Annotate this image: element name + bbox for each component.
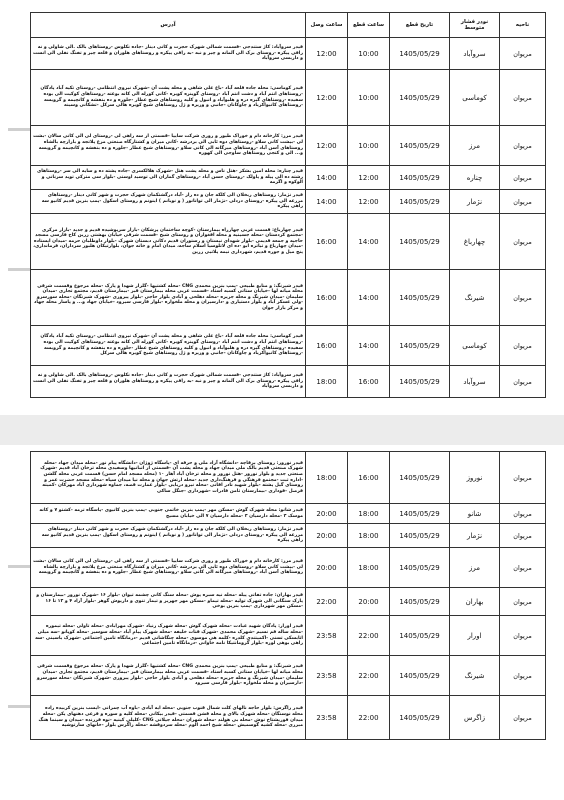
cut-time-cell: 10:00 [348,70,390,126]
area-cell: مریوان [500,38,546,70]
cut-time-cell: 22:00 [348,696,390,740]
header-address: آدرس [31,13,306,38]
feeder-cell: چهارباغ [450,214,500,270]
address-cell: فیدر شیرنگ: و منابع طبیعی -پمپ بنزین محمدی CNG -محله کشتیها -گلزار شهدا و پارک -محله مرجوع وقسمت شرقی محله میانه لها -خیابان ستاتی کسبه استاد -قسمت غربی محله بیمارستان قبر -بیمارستان قدیم، مجتمع تجاری -میدان سلیمان -میدان شیرنگ و محله جزیره -محله دهلحی و آبادی بلوار حاجی -بلوار پیروزی -شهرک شیرنگان -محله سورسرو -ولی عسکر آباد و بلوار دستیاری و -دارسیران و محله ملخواره -بلوار فارسی سیرود -خیابان جهاد و... و پاسار محله جهاد و مرکز بازار جوان [31,270,306,326]
feeder-cell: اورار [450,616,500,656]
header-cut-time: ساعت قطع [348,13,390,38]
table-row [31,38,546,70]
feeder-cell: مرز [450,126,500,166]
address-cell: فیدر چناره: محله امین بشکر -هتل ناس و محله پشت هتل -شهرک هلالکسری -جاده پشته ده و سایه الی سر -روستاهای رشته ده الی پیله و پاولک -روستای حسن آباد -روستاهای گماران الی توسید اوستی -بلوار سی مترکی توید سرنانی و الوکوه و اگرمه [31,166,306,190]
date-cell: 1405/05/29 [390,656,450,696]
connect-time-cell: 16:00 [306,326,348,366]
feeder-cell: بهاران [450,588,500,616]
feeder-cell: نژمار [450,190,500,214]
table-row [31,326,546,366]
cut-time-cell: 14:00 [348,270,390,326]
feeder-cell: چناره [450,166,500,190]
feeder-cell: زاگرس [450,696,500,740]
scan-mark [8,128,30,131]
area-cell: مریوان [500,452,546,504]
connect-time-cell: 12:00 [306,126,348,166]
table-row [31,366,546,398]
cut-time-cell: 14:00 [348,214,390,270]
date-cell: 1405/05/29 [390,326,450,366]
connect-time-cell: 14:00 [306,190,348,214]
connect-time-cell: 23:58 [306,696,348,740]
header-connect-time: ساعت وصل [306,13,348,38]
area-cell: مریوان [500,696,546,740]
header-feeder: نودر فشار متوسط [450,13,500,38]
table-row [31,656,546,696]
connect-time-cell: 23:58 [306,656,348,696]
cut-time-cell: 12:00 [348,166,390,190]
scan-mark [8,268,30,271]
address-cell: فیدر مرز: کارخانه دام و خوراک طیور و روری شرکت سایپا -قسمتی از سه راهی لی -روستای لی الی کانی سالان -بشت لی -بیشت کانی سلاو -روستاهای دوه ئابی الی بردرشه -کانی میران و کشتارگاه صنعتی مرغ پلاتجه و بازارچه بالشاه روستاهای آسن آباد -روستاهای میرگانه الی کانی سلاو -روستاهای شیخ عطار -جلوره و ده بنفشه و کانچیمه و گرویسه [31,548,306,588]
header-area: ناحیه [500,13,546,38]
date-cell: 1405/05/29 [390,696,450,740]
table-row [31,524,546,548]
table-row [31,270,546,326]
area-cell: مریوان [500,166,546,190]
address-cell: فیدر نژمار: روستاهای ربخلان الی کلکه جان و ده راز -آباد درگشتکمان شهرک حجرت و شهر کانی دیناز -روستاهای مزرعه الی پیکره -روستای دزدلی -نژمار الی توانانور ( و نوبانم ) اینونم و روستای اسکول -پمپ بنزین قدیم کانیو سه راهی پیکره [31,190,306,214]
table-row [31,70,546,126]
area-cell: مریوان [500,548,546,588]
address-cell: فیدر زاگرس: بلوار حاجه نالهای کلت شمال قنوب جنوبی -محله ایه آبادی -باوه آب چمرانی -ایسب بنزین کربیده راده محله نوسنگان -محله شهرک بالای و محله قشن قسمتی -فیدر بیکانی -محله کلیه و سوره و فرعی دهنهای پکن -محله میدان فوریشتاخ نوش -محله بی هولند -محله شهران -محله جیلانی CNG -کلیلی کینیه -نوه فرزنده -میدان و سینما هنگ میرزی -محله کشیه گوسمیش -محله شیخ احمد الوم -محله سردوقشه -محله زاگرس بلوار -خانهای سارتوشیه [31,696,306,740]
area-cell: مریوان [500,270,546,326]
area-cell: مریوان [500,616,546,656]
feeder-cell: نژمار [450,524,500,548]
date-cell: 1405/05/29 [390,166,450,190]
cut-time-cell: 18:00 [348,504,390,524]
date-cell: 1405/05/29 [390,190,450,214]
area-cell: مریوان [500,656,546,696]
address-cell: فیدر مرز: کارخانه دام و خوراک طیور و روری شرکت سایپا -قسمتی از سه راهی لی -روستای لی الی کانی سالان -بشت لی -بیشت کانی سلاو -روستاهای دوه ئابی الی بردرشه -کانی میران و کشتارگاه صنعتی مرغ پلاتجه و بازارچه بالشاه روستاهای آسن آباد -روستاهای میرگانه الی کانی سلاو -روستاهای شیخ عطار -جلوره و ده بنفشه و کانچیمه و گرویسه و... الی و کنجی روستاهای ساوجی الی کهوزه [31,126,306,166]
area-cell: مریوان [500,326,546,366]
area-cell: مریوان [500,524,546,548]
connect-time-cell: 22:00 [306,588,348,616]
feeder-cell: کوماسی [450,326,500,366]
table-header-row [31,13,546,38]
connect-time-cell: 20:00 [306,548,348,588]
connect-time-cell: 16:00 [306,214,348,270]
table-row [31,504,546,524]
table-row [31,616,546,656]
date-cell: 1405/05/29 [390,524,450,548]
connect-time-cell: 18:00 [306,452,348,504]
cut-time-cell: 22:00 [348,616,390,656]
address-cell: فیدر اورار: پادگان شهید عبادت -محله شهرک گوش -محله شهرک زنیاد -شهرک مهرابادی -محله تاولی -محله تیموره -محله ساله قم نسیم -شهرک محمدی -شهرک قنات خلیفه -محله شهرک پیام آباد -محله سوسیر -محله کوپانو -سه میلی اثابسکی تسنی -اکمیتندی کلدره -کلمه هی موسوی -محله چنگاشانی قدیم -درمانگاه تامین اجتماعی -شهرک یاسینی -سه راهی بوهی لوزه -بلوار گرومانتیکا نامه خاوانی -درمانگاه تامین اجتماعی [31,616,306,656]
feeder-cell: شیرنگ [450,270,500,326]
date-cell: 1405/05/29 [390,616,450,656]
date-cell: 1405/05/29 [390,270,450,326]
page-gap [0,415,564,445]
connect-time-cell: 16:00 [306,270,348,326]
table-row [31,588,546,616]
cut-time-cell: 10:00 [348,126,390,166]
connect-time-cell: 23:58 [306,616,348,656]
area-cell: مریوان [500,126,546,166]
cut-time-cell: 20:00 [348,588,390,616]
area-cell: مریوان [500,214,546,270]
cut-time-cell: 10:00 [348,38,390,70]
feeder-cell: سروآباد [450,38,500,70]
connect-time-cell: 12:00 [306,70,348,126]
cut-time-cell: 18:00 [348,524,390,548]
table-row [31,190,546,214]
cut-time-cell: 12:00 [348,190,390,214]
cut-time-cell: 16:00 [348,452,390,504]
schedule-table-page-2 [30,451,546,740]
connect-time-cell: 18:00 [306,366,348,398]
date-cell: 1405/05/29 [390,70,450,126]
schedule-table-page-1 [30,12,546,398]
feeder-cell: نوروز [450,452,500,504]
address-cell: فیدر نوروز: روستای برقاچه -دانشگاه آزاد ملی و حرفه ای -پاسگاه ژوژان -دانشگاه پیام نور -محله میدان جهاد -محله شهرک صنعتی قدیم بالک ملی میدان جهاد و محله پشت آن -قسمتی از اتبانیها وسفیدی محله ترخان آباد قدیم -شهرک صنعتی جدید و بلوار نوروز -هتل نوروز و محله ترخان آباد آهار ۱۰ (محله مسجد امام حسن) قسمت غربی محله گلشن -اداره ثبت -مجتمع فرهنگی و فرهنگ‌داری جدید -محله ارتش جهان و محله نیا میدان سپاه -محله مسجد حضرت عمر و روستای گیل پشته -بلوار شهید نادر اقانی -محله نیرو دریایی -بلوار عمارت قصه، جماوه شهرداری آباد مهرکان -کمیته فرصل -فوداری -بیمارستان ثامن فادرات -شهرداری -جنگل ساکی [31,452,306,504]
cut-time-cell: 16:00 [348,366,390,398]
scan-mark [8,705,30,708]
address-cell: فیدر شیرنگ: و منابع طبیعی -پمپ بنزین محمدی CNG -محله کشتیها -گلزار شهدا و پارک -محله مرجوع وقسمت شرقی محله میانه لها -خیابان ستاتی کسبه استاد -قسمت غربی محله بیمارستان قبر -بیمارستان قدیم، مجتمع تجاری -میدان سلیمان -میدان شیرنگ و محله جزیره -محله دهلحی و آبادی بلوار حاجی -بلوار پیروزی -شهرک شیرنگان -محله سورسرو -دارسیران و محله ملخواره -بلوار فارسی سیرود [31,656,306,696]
feeder-cell: شیرنگ [450,656,500,696]
connect-time-cell: 20:00 [306,524,348,548]
date-cell: 1405/05/29 [390,38,450,70]
address-cell: فیدر چهارباغ: قسمت غربی چهارراه بیمارستان -کوچه ساختمان پزشکان -بازار سرپوشیده قدیم و جدید -بازار مرکزی -مجتمع کردستان -محله جسینیه و محله افغوازان و روستای شیخ -قسمت شرقی خیابان بهشتی زرین کاخ فارسی مسجد حاجیه و جمعه قدیمی -بلوار شهدای نیستان و رستوران قدیم دکانی دبستان شهرک -بلوار داوطلبان حزمه -میدان ایستاده -میدان چهارباغ و تیاتره ابو -ده ای لاتلوسیا اسلام ساجه، میدان امام و خانه جوان، بلوارتیکان هلبوز سرداران، فرمانداری، پنج میل و جوره قدیم، شهرداری نیمه پلاتیی زرین [31,214,306,270]
feeder-cell: کوماسی [450,70,500,126]
document-page-2 [0,445,564,800]
address-cell: فیدر شانو: محله شهرک گوش -مسکن مهر -پمپ بنزین خاتمی جنوبی -پمپ بنزین کانیوی -پاسگاه ترمه -کشتو ۷ و کانه موسک ۳ -محله دارسیان ۳ -محله دارسیان ۷ الی خیابان مسیح [31,504,306,524]
cut-time-cell: 22:00 [348,656,390,696]
table-row [31,696,546,740]
date-cell: 1405/05/29 [390,214,450,270]
table-row [31,548,546,588]
cut-time-cell: 14:00 [348,326,390,366]
connect-time-cell: 20:00 [306,504,348,524]
address-cell: فیدر نژمار: روستاهای ربخلان الی کلکه جان و ده راز -آباد درگشتکمان شهرک حجرت و شهر کانی دیناز -روستاهای مزرعه الی پیکره -روستای دزدلی -نژمار الی توانانور ( و نوبانم ) اینونم و روستای اسکول -پمپ بنزین قدیم کانیو سه راهی پیکره [31,524,306,548]
date-cell: 1405/05/29 [390,548,450,588]
connect-time-cell: 14:00 [306,166,348,190]
table-row [31,452,546,504]
feeder-cell: مرز [450,548,500,588]
date-cell: 1405/05/29 [390,588,450,616]
date-cell: 1405/05/29 [390,366,450,398]
feeder-cell: شانو [450,504,500,524]
table-row [31,126,546,166]
area-cell: مریوان [500,366,546,398]
address-cell: فیدر سروآباد: کاژ ستندجی -قسمت شمالی شهرک حجرت و کانی دیناز -جاده نکلوس -روستاهای بالک .الی شاولی و نه رافی پیکره -روستای برک الی آلمانه و چیر و نبه -به رافی پیکره و روستاهای هلوزان و قلعه چیر و تفنگ نقلی الی انست و داربسی سروآباد [31,38,306,70]
address-cell: فیدر کوماسی: محله جاده قلعه آباد -باغ علی شاهی و محله پشت آن -شهرک نیروی انتظامی -روستای تکیه آباد پادگان -روستاهای انتم آباد و دشت انتم آباد -روستای گوینره کوبره -کانی کورله الی کانه بوغته -روستاهای کوکیت الی بوده سفیده -روستاهای گیره دره و هلبوآباد و انبول و کلیه روستاهای شیخ عطار -جلوره و ده بنفشه و کانچیمه و گرویسه -روستاهای کانیواکرباد و چاوکانان -جانبی و وزیره و ژل روستاهای شیخ کویره هالی سرکل -تشکانی وسینه [31,70,306,126]
address-cell: فیدر کوماسی: محله جاده قلعه آباد -باغ علی شاهی و محله پشت آن -شهرک نیروی انتظامی -روستای تکیه آباد پادگان -روستاهای انتم آباد و دشت انتم آباد -روستای گوینره کوبره -کانی کورله الی کانه بوغته -روستاهای کوکیت الی بوده سفیده -روستاهای گیره دره و هلبوآباد و انبول و کلیه روستاهای شیخ عطار -جلوره و ده بنفشه و کانچیمه و گرویسه -روستاهای کانیواکرباد و چاوکانان -جانبی و وزیره و ژل روستاهای شیخ کویره هالی سرکل [31,326,306,366]
area-cell: مریوان [500,504,546,524]
scan-mark [8,565,30,568]
area-cell: مریوان [500,190,546,214]
address-cell: فیدر سروآباد: کاژ ستندجی -قسمت شمالی شهرک حجرت و کانی دیناز -جاده نکلوس -روستاهای بالک .الی شاولی و نه رافی پیکره -روستای برک الی آلمانه و چیر و نبه -به رافی پیکره و روستاهای هلوزان و قلعه چیر و تفنگ نقلی الی انست و داربسی سروآباد [31,366,306,398]
date-cell: 1405/05/29 [390,126,450,166]
area-cell: مریوان [500,70,546,126]
area-cell: مریوان [500,588,546,616]
header-date: تاریخ قطع [390,13,450,38]
feeder-cell: سروآباد [450,366,500,398]
table-row [31,214,546,270]
table-row [31,166,546,190]
address-cell: فیدر بهاران: جاده تفاتی پیله -محله نیه سبزه پوش -محله سنگ کانی چشمه تیوان -بلوار ۱۶ -شهرک نوروز -بیمارستان و پارک سنگانی الی شهرک تولیه -محله تیماو -مسکن مهر جهریز و تیمار تنوی و داریوش گوهر -بلوار آزاد ۴ و ۱۲ تا ۱۶ -مسکن مهر شهرداری -پمپ بنزین بوخی [31,588,306,616]
cut-time-cell: 18:00 [348,548,390,588]
date-cell: 1405/05/29 [390,504,450,524]
connect-time-cell: 12:00 [306,38,348,70]
date-cell: 1405/05/29 [390,452,450,504]
